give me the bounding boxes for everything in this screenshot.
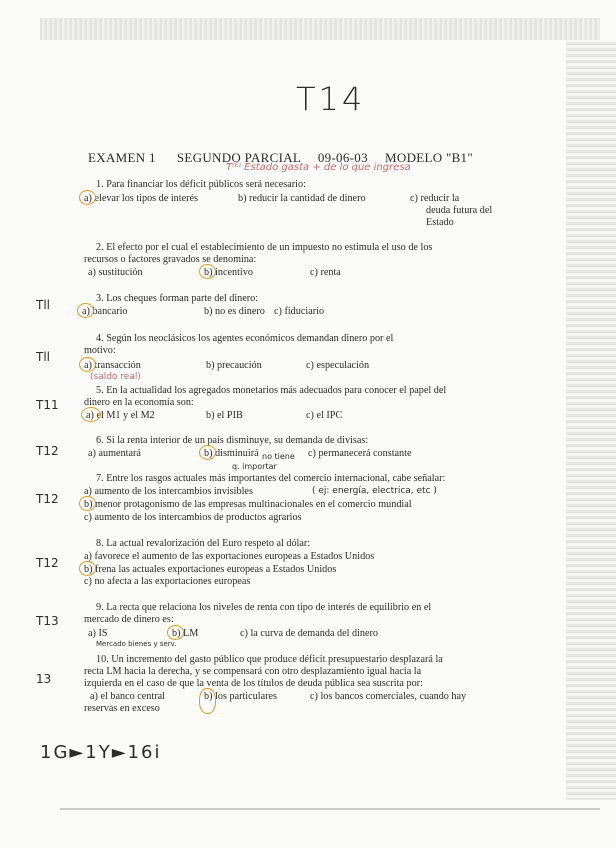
answer-circle-q7: [79, 496, 96, 511]
question-1-option-c-line3: Estado: [426, 217, 454, 228]
question-5-option-b[interactable]: b) el PIB: [206, 410, 243, 421]
q4-handwritten-note: (saldo real): [90, 372, 141, 382]
question-10-option-b[interactable]: b) los particulares: [204, 691, 277, 702]
question-8-stem: 8. La actual revalorización del Euro respeto al dólar:: [96, 538, 311, 549]
question-10-stem-line2: recta LM hacia la derecha, y se compensará con otro desplazamiento igual hacia la: [84, 666, 422, 677]
question-6-option-b[interactable]: b) disminuirá: [204, 448, 259, 459]
question-7-stem: 7. Entre los rasgos actuales más importantes del comercio internacional, cabe señalar:: [96, 473, 446, 484]
question-5-option-c[interactable]: c) el IPC: [306, 410, 343, 421]
question-10-stem-line1: 10. Un incremento del gasto público que produce déficit presupuestario desplazará la: [96, 654, 443, 665]
question-2-option-b[interactable]: b) incentivo: [204, 267, 253, 278]
answer-circle-q4: [79, 357, 96, 372]
exam-model: MODELO "B1": [385, 150, 473, 165]
margin-note-q4: Tll: [36, 350, 50, 364]
question-9-stem-line1: 9. La recta que relaciona los niveles de renta con tipo de interés de equilibrio en el: [96, 602, 432, 613]
scan-noise-bottom: [60, 808, 600, 810]
answer-circle-q2: [199, 264, 216, 279]
q6-handwritten-note-2: q. importar: [232, 462, 277, 471]
question-4-option-b[interactable]: b) precaución: [206, 360, 262, 371]
question-1-option-c-line2: deuda futura del: [426, 205, 493, 216]
page-code-handwritten: T14: [296, 80, 366, 118]
question-5-stem-line1: 5. En la actualidad los agregados monetarios más adecuados para conocer el papel del: [96, 385, 447, 396]
question-3-stem: 3. Los cheques forman parte del dinero:: [96, 293, 259, 304]
question-4-stem-line1: 4. Según los neoclásicos los agentes económicos demandan dinero por el: [96, 333, 394, 344]
margin-note-q6: T12: [36, 444, 59, 458]
question-6-option-c[interactable]: c) permanecerá constante: [308, 448, 412, 459]
exam-subtitle: SEGUNDO PARCIAL: [176, 150, 301, 165]
margin-note-q10: 13: [36, 672, 52, 686]
question-4-option-a[interactable]: a) transacción: [84, 360, 141, 371]
question-9-option-c[interactable]: c) la curva de demanda del dinero: [240, 628, 379, 639]
q6-handwritten-note-1: no tiene: [262, 452, 295, 461]
answer-circle-q10: [199, 688, 216, 714]
question-1-option-c[interactable]: c) reducir la: [410, 193, 460, 204]
margin-note-q9: T13: [36, 614, 59, 628]
question-1-option-b[interactable]: b) reducir la cantidad de dinero: [238, 193, 366, 204]
answer-circle-q6: [199, 445, 216, 460]
question-3-option-b[interactable]: b) no es dinero: [204, 306, 265, 317]
exam-date: 09-06-03: [317, 150, 368, 165]
q7-handwritten-note: ( ej: energía, electrica, etc ): [312, 486, 437, 496]
question-9-option-b[interactable]: b) LM: [172, 628, 199, 639]
answer-circle-q1: [79, 190, 96, 205]
q9-handwritten-note: Mercado bienes y serv.: [96, 640, 177, 648]
question-7-option-c[interactable]: c) aumento de los intercambios de productos agrarios: [84, 512, 302, 523]
question-1-stem: 1. Para financiar los déficit públicos será necesario:: [96, 179, 306, 190]
question-2-stem-line1: 2. El efecto por el cual el establecimiento de un impuesto no estimula el uso de los: [96, 242, 433, 253]
question-5-option-a[interactable]: a) el M1 y el M2: [86, 410, 155, 421]
question-2-option-a[interactable]: a) sustitución: [88, 267, 143, 278]
question-4-option-c[interactable]: c) especulación: [306, 360, 370, 371]
question-4-stem-line2: motivo:: [84, 345, 116, 356]
question-2-stem-line2: recursos o factores gravados se denomina:: [84, 254, 257, 265]
question-8-option-a[interactable]: a) favorece el aumento de las exportaciones europeas a Estados Unidos: [84, 551, 375, 562]
question-7-option-a[interactable]: a) aumento de los intercambios invisibles: [84, 486, 253, 497]
answer-circle-q8: [79, 561, 96, 576]
question-10-stem-line3: izquierda en el caso de que la venta de los títulos de deuda pública sea suscrita por:: [84, 678, 423, 689]
question-8-option-b[interactable]: b) frena las actuales exportaciones europeas a Estados Unidos: [84, 564, 337, 575]
margin-note-q7: T12: [36, 492, 59, 506]
answer-circle-q5: [81, 407, 101, 422]
question-5-stem-line2: dinero en la economía son:: [84, 397, 194, 408]
scan-noise-right: [566, 40, 616, 800]
question-6-option-a[interactable]: a) aumentará: [88, 448, 141, 459]
question-10-option-a[interactable]: a) el banco central: [90, 691, 165, 702]
question-9-option-a[interactable]: a) IS: [88, 628, 108, 639]
question-10-option-c[interactable]: c) los bancos comerciales, cuando hay: [310, 691, 467, 702]
exam-title: EXAMEN 1: [88, 150, 156, 165]
question-3-option-c[interactable]: c) fiduciario: [274, 306, 325, 317]
margin-note-q3: Tll: [36, 298, 50, 312]
question-10-option-c-line2: reservas en exceso: [84, 703, 160, 714]
margin-note-q5: T11: [36, 398, 59, 412]
question-1-option-a[interactable]: a) elevar los tipos de interés: [84, 193, 199, 204]
question-7-option-b[interactable]: b) menor protagonismo de las empresas multinacionales en el comercio mundial: [84, 499, 412, 510]
question-9-stem-line2: mercado de dinero es:: [84, 614, 174, 625]
question-6-stem: 6. Si la renta interior de un país disminuye, su demanda de divisas:: [96, 435, 369, 446]
answer-circle-q9: [167, 625, 184, 640]
margin-note-q8: T12: [36, 556, 59, 570]
question-2-option-c[interactable]: c) renta: [310, 267, 341, 278]
scan-noise-top: [40, 18, 600, 40]
header-handwritten-note: T⁽ᴱ⁾ Estado gasta + de lo que ingresa: [226, 162, 411, 173]
question-8-option-c[interactable]: c) no afecta a las exportaciones europeas: [84, 576, 251, 587]
answer-circle-q3: [77, 303, 94, 318]
footer-handwritten-note: 1G►1Y►16i: [40, 742, 162, 763]
question-3-option-a[interactable]: a) bancario: [82, 306, 128, 317]
